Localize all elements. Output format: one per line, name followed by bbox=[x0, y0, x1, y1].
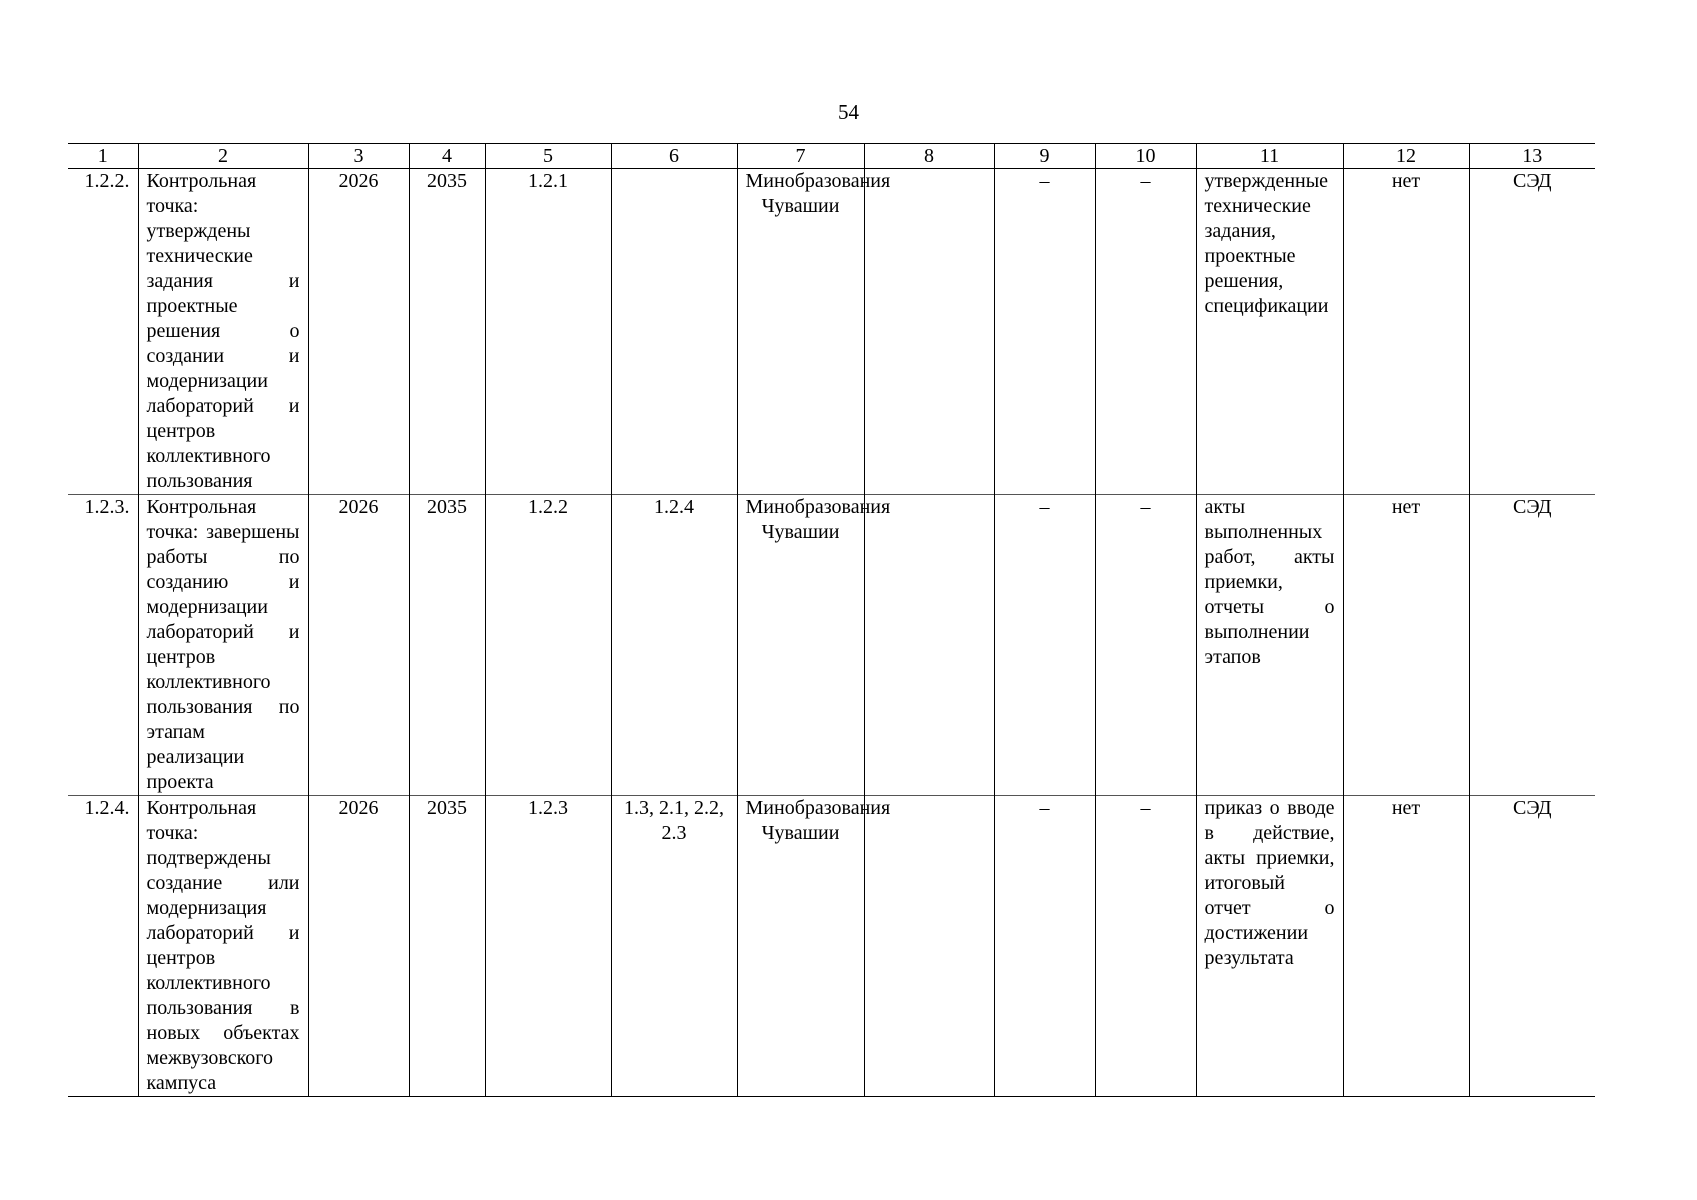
column-header: 8 bbox=[864, 144, 994, 169]
predecessor: 1.2.1 bbox=[485, 169, 611, 495]
responsible: Минобразования Чувашии bbox=[737, 495, 864, 796]
predecessor: 1.2.2 bbox=[485, 495, 611, 796]
col10-cell: – bbox=[1095, 495, 1196, 796]
column-header: 6 bbox=[611, 144, 737, 169]
table-row bbox=[68, 796, 1595, 1097]
col9-cell: – bbox=[994, 796, 1095, 1097]
column-header: 13 bbox=[1469, 144, 1595, 169]
col9-cell: – bbox=[994, 495, 1095, 796]
col9-cell: – bbox=[994, 169, 1095, 495]
row-name: Контрольная точка: завершены работы по созданию и модернизации лабораторий и центров коллективного пользования по этапам реализации проекта bbox=[138, 495, 308, 796]
document-type: утвержденные технические задания, проектные решения, спецификации bbox=[1196, 169, 1343, 495]
responsible: Минобразования Чувашии bbox=[737, 796, 864, 1097]
column-header: 11 bbox=[1196, 144, 1343, 169]
column-header: 1 bbox=[68, 144, 138, 169]
row-number: 1.2.2. bbox=[68, 169, 138, 495]
start-year: 2026 bbox=[308, 796, 409, 1097]
column-header: 10 bbox=[1095, 144, 1196, 169]
column-header: 2 bbox=[138, 144, 308, 169]
col8-cell bbox=[864, 169, 994, 495]
column-header: 4 bbox=[409, 144, 485, 169]
col8-cell bbox=[864, 796, 994, 1097]
col10-cell: – bbox=[1095, 169, 1196, 495]
responsible: Минобразования Чувашии bbox=[737, 169, 864, 495]
col13-cell: СЭД bbox=[1469, 495, 1595, 796]
start-year: 2026 bbox=[308, 169, 409, 495]
end-year: 2035 bbox=[409, 495, 485, 796]
table-row bbox=[68, 495, 1595, 796]
column-header: 3 bbox=[308, 144, 409, 169]
column-header: 9 bbox=[994, 144, 1095, 169]
header-row bbox=[68, 144, 1595, 169]
plan-table bbox=[68, 143, 1595, 1097]
document-type: приказ о вводе в действие, акты приемки, итоговый отчет о достижении результата bbox=[1196, 796, 1343, 1097]
col12-cell: нет bbox=[1343, 796, 1469, 1097]
document-type: акты выполненных работ, акты приемки, отчеты о выполнении этапов bbox=[1196, 495, 1343, 796]
successor: 1.2.4 bbox=[611, 495, 737, 796]
table-row bbox=[68, 169, 1595, 495]
column-header: 12 bbox=[1343, 144, 1469, 169]
col12-cell: нет bbox=[1343, 495, 1469, 796]
predecessor: 1.2.3 bbox=[485, 796, 611, 1097]
successor bbox=[611, 169, 737, 495]
col10-cell: – bbox=[1095, 796, 1196, 1097]
end-year: 2035 bbox=[409, 796, 485, 1097]
column-header: 7 bbox=[737, 144, 864, 169]
row-number: 1.2.3. bbox=[68, 495, 138, 796]
col12-cell: нет bbox=[1343, 169, 1469, 495]
successor: 1.3, 2.1, 2.2, 2.3 bbox=[611, 796, 737, 1097]
row-number: 1.2.4. bbox=[68, 796, 138, 1097]
col13-cell: СЭД bbox=[1469, 796, 1595, 1097]
row-name: Контрольная точка: утверждены технические задания и проектные решения о создании и модернизации лабораторий и центров коллективного пользования bbox=[138, 169, 308, 495]
column-header: 5 bbox=[485, 144, 611, 169]
row-name: Контрольная точка: подтверждены создание или модернизация лабораторий и центров коллективного пользования в новых объектах межвузовского кампуса bbox=[138, 796, 308, 1097]
start-year: 2026 bbox=[308, 495, 409, 796]
end-year: 2035 bbox=[409, 169, 485, 495]
col8-cell bbox=[864, 495, 994, 796]
col13-cell: СЭД bbox=[1469, 169, 1595, 495]
page-number: 54 bbox=[838, 100, 859, 124]
